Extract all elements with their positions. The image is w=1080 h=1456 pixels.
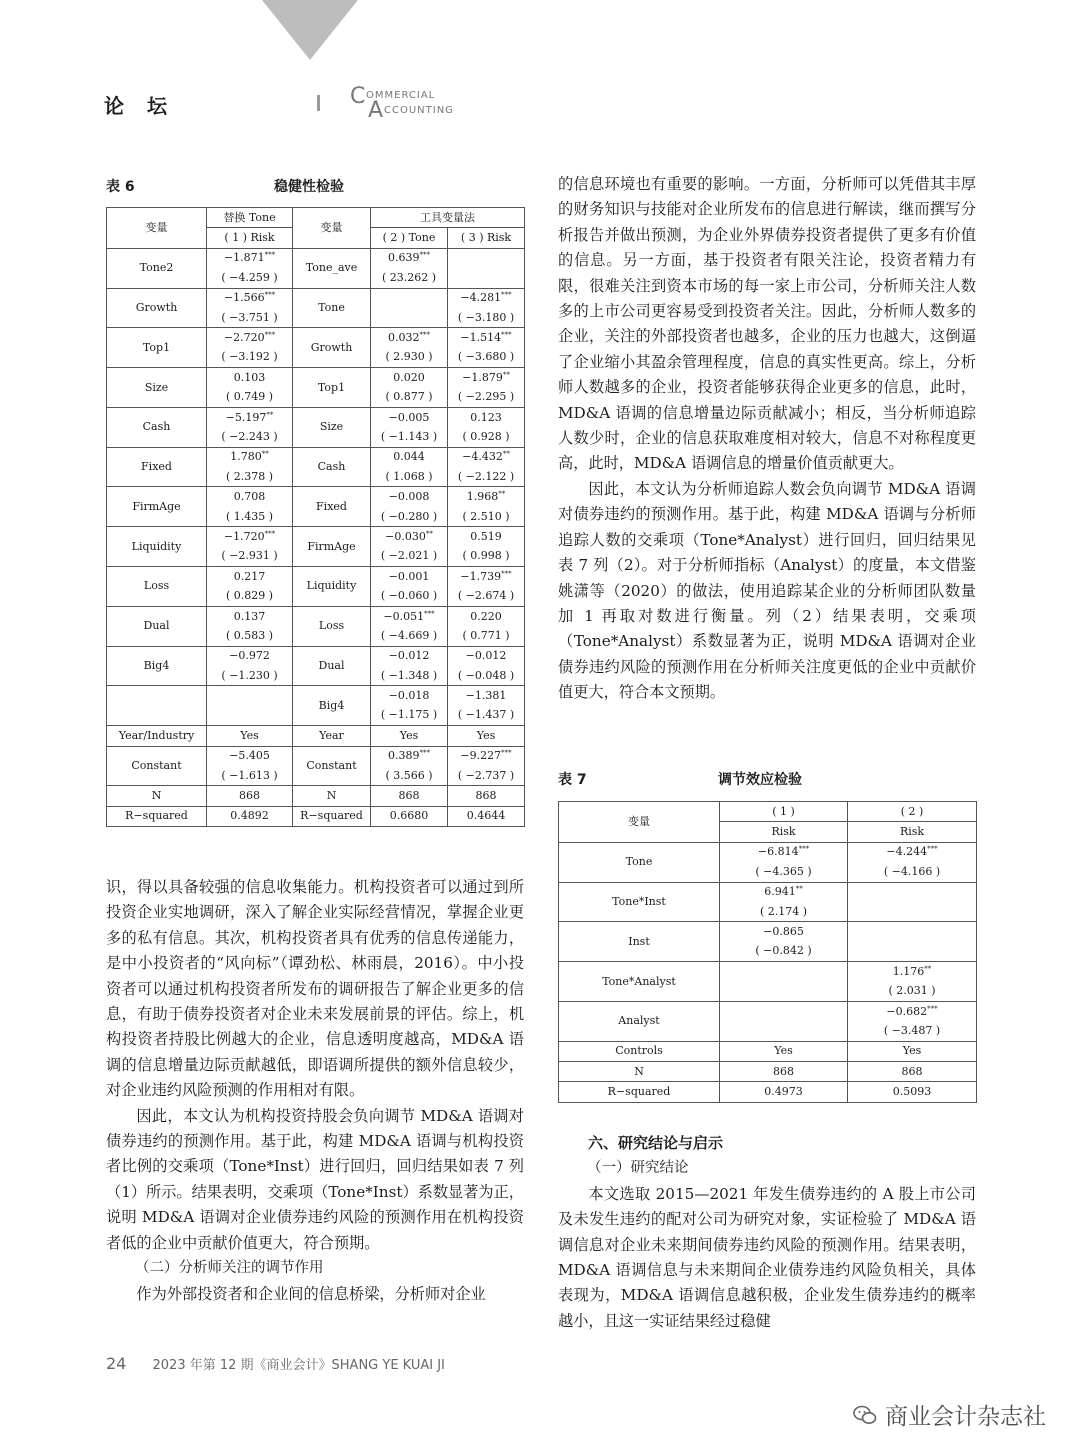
table6-col1-coef-value: 0.103 xyxy=(233,370,266,384)
table6-col1-coef-stars: *** xyxy=(264,251,276,260)
table6-col3-coef-value: −1.381 xyxy=(465,689,507,703)
table6-row xyxy=(107,646,525,666)
table6-col2-coef-value: −0.008 xyxy=(388,490,430,504)
table6-col2-coef xyxy=(371,328,448,348)
table6-left-var: Cash xyxy=(107,407,207,447)
table6-col3-coef-value: 0.519 xyxy=(470,529,502,543)
table6-row xyxy=(107,686,525,706)
table6-const-t2: ( 3.566 ) xyxy=(371,766,448,786)
table7-n-1: 868 xyxy=(720,1062,848,1082)
table7-var: Analyst xyxy=(559,1001,720,1041)
table6-col2-tstat: ( −4.669 ) xyxy=(371,626,448,646)
table7-col1-coef-stars: *** xyxy=(798,845,810,854)
table7-col1-coef xyxy=(720,922,848,942)
table6-year-row xyxy=(107,726,525,746)
table6-col2-tstat: ( −1.143 ) xyxy=(371,427,448,447)
table6-r2-3: 0.4644 xyxy=(448,806,525,826)
table6-col3-coef-value: −4.432 xyxy=(462,450,503,464)
table6-col2-tstat: ( −1.348 ) xyxy=(371,666,448,686)
table6-col1-coef xyxy=(207,407,293,427)
table6-const-t3: ( −2.737 ) xyxy=(448,766,525,786)
table7-col2-tstat xyxy=(848,942,977,962)
table7-col2-coef-stars: *** xyxy=(927,1004,938,1013)
table6-header-row xyxy=(107,208,525,228)
table7-controls-2: Yes xyxy=(848,1041,977,1061)
table6-left-var: Loss xyxy=(107,567,207,607)
table6-col1-coef xyxy=(207,368,293,388)
table6-col1-tstat: ( 0.829 ) xyxy=(207,586,293,606)
table7-n-2: 868 xyxy=(848,1062,977,1082)
table6-constant-row xyxy=(107,746,525,766)
table6-col2-coef-value: −0.005 xyxy=(388,410,430,424)
table7-row xyxy=(559,962,977,982)
table6-row xyxy=(107,487,525,507)
table6-col3-coef xyxy=(448,646,525,666)
table7-col2-coef-value: −4.244 xyxy=(886,845,928,859)
table6-row xyxy=(107,368,525,388)
table6-col1-tstat: ( 1.435 ) xyxy=(207,507,293,527)
table6-const-c3 xyxy=(448,746,525,766)
table6-col3-coef xyxy=(448,248,525,268)
table6-col3-tstat: ( 0.928 ) xyxy=(448,427,525,447)
header-divider xyxy=(317,95,320,111)
table6-col1-coef xyxy=(207,527,293,547)
table6-col3-tstat: ( 0.998 ) xyxy=(448,547,525,567)
table6-const-label-right: Constant xyxy=(293,746,371,786)
table7-col1-coef xyxy=(720,882,848,902)
table7-controls-row xyxy=(559,1041,977,1061)
table6-var-header: 变量 xyxy=(107,208,207,249)
table6-col3-coef-value: −1.879 xyxy=(462,370,503,384)
table6-col3-tstat: ( −2.122 ) xyxy=(448,467,525,487)
table7-r2-1: 0.4973 xyxy=(720,1082,848,1102)
table6-col3-tstat: ( −1.437 ) xyxy=(448,706,525,726)
table6-col2-tstat: ( 1.068 ) xyxy=(371,467,448,487)
section-heading-conclusion: 六、研究结论与启示 xyxy=(588,1134,724,1152)
table6-col1-coef-value: −1.871 xyxy=(223,251,265,265)
table6-iv-header: 工具变量法 xyxy=(371,208,525,228)
table7-col2-tstat: ( −4.166 ) xyxy=(848,862,977,882)
table6-n3: 868 xyxy=(448,786,525,806)
table6-col1-coef-stars: *** xyxy=(264,291,276,300)
table7-col1-coef xyxy=(720,842,848,862)
table7-col2-risk: Risk xyxy=(848,822,977,842)
table6-col1-tstat: ( 0.749 ) xyxy=(207,388,293,408)
table6-col2-coef xyxy=(371,646,448,666)
table6-col1-tstat: ( −4.259 ) xyxy=(207,268,293,288)
table6-col1-coef-value: −1.566 xyxy=(223,291,265,305)
table7-var: Tone*Inst xyxy=(559,882,720,922)
table6-col3-coef-stars: ** xyxy=(502,370,510,379)
table6-col2-coef xyxy=(371,407,448,427)
table7-col1-coef-value: −0.865 xyxy=(763,925,804,939)
table7-moderation xyxy=(558,801,977,1103)
table6-col3-coef-value: 1.968 xyxy=(466,490,499,504)
table6-col1-coef-value: −1.720 xyxy=(223,529,265,543)
table7-col1-coef-value: −6.814 xyxy=(757,845,799,859)
table6-col1-coef xyxy=(207,487,293,507)
table7-col2-tstat: ( −3.487 ) xyxy=(848,1021,977,1041)
table6-col3-tstat: ( 0.771 ) xyxy=(448,626,525,646)
table6-col2-tstat: ( −2.021 ) xyxy=(371,547,448,567)
table7-col2-tstat xyxy=(848,902,977,922)
table6-col2-coef xyxy=(371,288,448,308)
table6-col2-coef xyxy=(371,248,448,268)
table6-const-label: Constant xyxy=(107,746,207,786)
table6-col2-coef-value: 0.639 xyxy=(388,251,420,265)
table6-col1-coef-stars: *** xyxy=(264,529,276,538)
table6-year-c2: Yes xyxy=(371,726,448,746)
table6-col2-tstat: ( −1.175 ) xyxy=(371,706,448,726)
table6-col3-coef-value: 0.123 xyxy=(470,410,502,424)
left-column-text xyxy=(106,875,524,1307)
table6-col1-coef-value: −2.720 xyxy=(223,331,265,345)
table6-right-var: Growth xyxy=(293,328,371,368)
table6-col2-coef xyxy=(371,447,448,467)
logo-letter-c: C xyxy=(350,84,366,109)
table6-col2-tstat: ( 0.877 ) xyxy=(371,388,448,408)
table6-col3-coef xyxy=(448,606,525,626)
table7-controls-1: Yes xyxy=(720,1041,848,1061)
table6-n-row xyxy=(107,786,525,806)
table6-row xyxy=(107,288,525,308)
right-column-text-top xyxy=(558,172,976,706)
table7-col2-header: ( 2 ) xyxy=(848,802,977,822)
table6-col2-coef xyxy=(371,686,448,706)
table6-title: 稳健性检验 xyxy=(274,179,344,195)
table6-col2-tstat: ( −0.060 ) xyxy=(371,586,448,606)
table6-left-var: Tone2 xyxy=(107,248,207,288)
table6-replace-header: 替换 Tone xyxy=(207,208,293,228)
table6-const-c3-stars: *** xyxy=(501,749,512,758)
watermark-text: 商业会计杂志社 xyxy=(885,1404,1046,1430)
table6-yi-label: Year/Industry xyxy=(107,726,207,746)
paragraph-right-2: 因此，本文认为分析师追踪人数会负向调节 MD&A 语调对债券违约的预测作用。基于此，构建 MD&A 语调与分析师追踪人数的交乘项（Tone*Analyst）进行回归，回归结果见表 7 列（2）。对于分析师指标（Analyst）的度量，本文借鉴姚潇等（2020）的做法，使用追踪某企业的分析师团队数量加 1 再取对数进行衡量。列（2）结果表明，交乘项（Tone*Analyst）系数显著为正，说明 MD&A 语调对企业债券违约风险的预测作用在分析师关注度更低的企业中贡献价值更大，符合本文预期。 xyxy=(558,479,976,702)
table6-left-var: Size xyxy=(107,368,207,408)
table7-row xyxy=(559,842,977,862)
table6-yi-val: Yes xyxy=(207,726,293,746)
table6-r2-row xyxy=(107,806,525,826)
table6-col3-coef xyxy=(448,407,525,427)
table6-col1-coef-value: 0.217 xyxy=(233,569,266,583)
table6-col2-coef-value: −0.030 xyxy=(385,529,426,543)
table6-col1-coef-stars: ** xyxy=(266,410,274,419)
table6-col3-tstat: ( −3.680 ) xyxy=(448,348,525,368)
table6-col1-coef-value: 0.137 xyxy=(233,609,266,623)
header-decoration-triangle xyxy=(262,0,358,60)
table6-col3-tstat: ( −0.048 ) xyxy=(448,666,525,686)
table7-row xyxy=(559,1001,977,1021)
table6-col1-tstat: ( −2.243 ) xyxy=(207,427,293,447)
table6-body xyxy=(107,208,525,827)
table6-const-c1 xyxy=(207,746,293,766)
table7-col2-coef-stars: ** xyxy=(924,964,932,973)
page-number: 24 xyxy=(106,1354,127,1373)
table6-const-c1-value: −5.405 xyxy=(229,749,270,763)
table6-col1-tstat: ( 2.378 ) xyxy=(207,467,293,487)
table6-col2-header: ( 2 ) Tone xyxy=(371,228,448,248)
table7-n-label: N xyxy=(559,1062,720,1082)
table6-const-c3-value: −9.227 xyxy=(460,749,502,763)
table6-col3-coef-value: −1.514 xyxy=(460,331,502,345)
table6-left-var xyxy=(107,686,207,726)
table6-col2-coef-value: 0.044 xyxy=(393,450,425,464)
table6-col2-coef-stars: *** xyxy=(424,609,435,618)
table7-col2-coef xyxy=(848,962,977,982)
table6-row xyxy=(107,407,525,427)
table7-col2-coef xyxy=(848,1001,977,1021)
table6-col2-tstat: ( 2.930 ) xyxy=(371,348,448,368)
table7-col1-tstat: ( 2.174 ) xyxy=(720,902,848,922)
table6-col2-tstat: ( 23.262 ) xyxy=(371,268,448,288)
table6-right-var: Big4 xyxy=(293,686,371,726)
table6-year-label: Year xyxy=(293,726,371,746)
table7-col1-tstat xyxy=(720,982,848,1002)
table7-header-row xyxy=(559,802,977,822)
table6-col3-tstat: ( −2.674 ) xyxy=(448,586,525,606)
table6-col3-tstat: ( −3.180 ) xyxy=(448,308,525,328)
table7-col1-tstat: ( −0.842 ) xyxy=(720,942,848,962)
table6-right-var: Tone_ave xyxy=(293,248,371,288)
table6-left-var: Liquidity xyxy=(107,527,207,567)
table7-r2-label: R−squared xyxy=(559,1082,720,1102)
table7-col1-tstat: ( −4.365 ) xyxy=(720,862,848,882)
table6-left-var: Dual xyxy=(107,606,207,646)
table6-row xyxy=(107,527,525,547)
table6-const-c2 xyxy=(371,746,448,766)
table6-col2-coef xyxy=(371,487,448,507)
table6-col1-coef-stars: *** xyxy=(264,331,276,340)
table6-right-var: Top1 xyxy=(293,368,371,408)
table6-left-var: Fixed xyxy=(107,447,207,487)
table6-year-c3: Yes xyxy=(448,726,525,746)
table7-var: Tone xyxy=(559,842,720,882)
table6-col3-coef xyxy=(448,368,525,388)
table6-col1-coef xyxy=(207,686,293,706)
table6-right-var: Tone xyxy=(293,288,371,328)
table7-title: 调节效应检验 xyxy=(718,772,802,788)
watermark xyxy=(853,1398,1046,1431)
table6-col3-coef xyxy=(448,527,525,547)
table6-r2-label-right: R−squared xyxy=(293,806,371,826)
paragraph-right-3: 本文选取 2015—2021 年发生债券违约的 A 股上市公司及未发生违约的配对公司为研究对象，实证检验了 MD&A 语调信息对企业未来期间债券违约风险的预测作用。结果表明，MD&A 语调信息与未来期间企业债券违约风险负相关，具体表现为，MD&A 语调信息越积极，企业发生债券违约的概率越小，且这一实证结果经过稳健 xyxy=(558,1184,976,1330)
table7-var: Inst xyxy=(559,922,720,962)
table7-row xyxy=(559,882,977,902)
table6-row xyxy=(107,447,525,467)
table6-col1-tstat: ( −3.192 ) xyxy=(207,348,293,368)
table6-col1-coef-value: −5.197 xyxy=(225,410,267,424)
table6-r2-label: R−squared xyxy=(107,806,207,826)
table7-var-header: 变量 xyxy=(559,802,720,843)
table6-row xyxy=(107,606,525,626)
subheading-analyst: （二）分析师关注的调节作用 xyxy=(135,1260,324,1277)
table7-col1-header: ( 1 ) xyxy=(720,802,848,822)
table7-col1-tstat xyxy=(720,1021,848,1041)
table6-col3-header: ( 3 ) Risk xyxy=(448,228,525,248)
table7-col1-coef-stars: ** xyxy=(795,885,803,894)
table6-col3-coef xyxy=(448,328,525,348)
table6-col2-coef xyxy=(371,606,448,626)
table6-r2-1: 0.4892 xyxy=(207,806,293,826)
table6-col2-coef-value: −0.012 xyxy=(388,649,430,663)
table6-n-label: N xyxy=(107,786,207,806)
table7-col2-coef-stars: *** xyxy=(927,845,938,854)
table6-col3-coef-value: 0.220 xyxy=(470,609,502,623)
table6-col3-coef xyxy=(448,288,525,308)
table7-body xyxy=(559,802,977,1103)
table6-right-var: Cash xyxy=(293,447,371,487)
table6-col2-coef xyxy=(371,567,448,587)
table6-col3-coef-stars: *** xyxy=(501,569,512,578)
table6-col1-tstat: ( −3.751 ) xyxy=(207,308,293,328)
table6-col3-coef xyxy=(448,567,525,587)
table6-col2-coef xyxy=(371,368,448,388)
table6-col1-tstat xyxy=(207,706,293,726)
paragraph-left-2: 因此，本文认为机构投资持股会负向调节 MD&A 语调对债券违约的预测作用。基于此，构建 MD&A 语调与机构投资者比例的交乘项（Tone*Inst）进行回归，回归结果如表 7 列（1）所示。结果表明，交乘项（Tone*Inst）系数显著为正，说明 MD&A 语调对企业债券违约风险的预测作用在机构投资者低的企业中贡献价值更大，符合预期。 xyxy=(106,1106,524,1252)
table6-col3-tstat: ( 2.510 ) xyxy=(448,507,525,527)
table6-left-var: Top1 xyxy=(107,328,207,368)
paragraph-right-1: 的信息环境也有重要的影响。一方面，分析师可以凭借其丰厚的财务知识与技能对企业所发布的信息进行解读，继而撰写分析报告并做出预测，为企业外界债券投资者提供了更多有价值的信息。另一方面，基于投资者有限关注论，投资者精力有限，很难关注到资本市场的每一家上市公司，分析师关注人数多的上市公司更容易受到投资者关注。因此，分析师人数多的企业，关注的外部投资者也越多，企业的压力也越大，这倒逼了企业缩小其盈余管理程度，信息的真实性更高。综上，分析师人数越多的企业，投资者能够获得企业更多的信息，此时，MD&A 语调的信息增量边际贡献减小；相反，当分析师追踪人数少时，企业的信息获取难度相对较大，信息不对称程度更高，此时，MD&A 语调信息的增量价值贡献更大。 xyxy=(558,175,976,473)
subheading-conclusion: （一）研究结论 xyxy=(587,1160,689,1177)
table6-col3-coef xyxy=(448,447,525,467)
logo-line-1: OMMERCIAL xyxy=(366,90,436,101)
table6-col1-coef xyxy=(207,447,293,467)
table6-const-t1: ( −1.613 ) xyxy=(207,766,293,786)
table7-col1-risk: Risk xyxy=(720,822,848,842)
table7-r2-2: 0.5093 xyxy=(848,1082,977,1102)
table6-col3-coef-value: −1.739 xyxy=(460,569,502,583)
logo-letter-a: A xyxy=(368,98,384,123)
table6-const-c2-value: 0.389 xyxy=(388,749,420,763)
table6-col2-tstat: ( −0.280 ) xyxy=(371,507,448,527)
table6-n-label-right: N xyxy=(293,786,371,806)
table6-col3-coef-stars: ** xyxy=(502,450,510,459)
table7-col1-coef-value: 6.941 xyxy=(764,885,796,899)
table6-col1-coef xyxy=(207,328,293,348)
wechat-icon xyxy=(853,1403,877,1427)
table6-left-var: FirmAge xyxy=(107,487,207,527)
table6-r2-2: 0.6680 xyxy=(371,806,448,826)
table6-col1-tstat: ( 0.583 ) xyxy=(207,626,293,646)
table6-col1-coef xyxy=(207,567,293,587)
table6-col3-tstat: ( −2.295 ) xyxy=(448,388,525,408)
table6-n2: 868 xyxy=(371,786,448,806)
table6-right-var: Loss xyxy=(293,606,371,646)
table6-col1-tstat: ( −1.230 ) xyxy=(207,666,293,686)
table6-col1-coef xyxy=(207,248,293,268)
table6-col2-coef xyxy=(371,527,448,547)
table6-col1-coef-value: 0.708 xyxy=(233,490,266,504)
table7-n-row xyxy=(559,1062,977,1082)
logo-line-2: CCOUNTING xyxy=(384,105,454,116)
table6-right-var: Size xyxy=(293,407,371,447)
table7-col2-tstat: ( 2.031 ) xyxy=(848,982,977,1002)
table6-col2-coef-value: 0.020 xyxy=(393,370,425,384)
table6-col2-coef-value: −0.051 xyxy=(383,609,425,623)
table6-col2-tstat xyxy=(371,308,448,328)
table6-row xyxy=(107,248,525,268)
table7-controls-label: Controls xyxy=(559,1041,720,1061)
section-title: 论 坛 xyxy=(104,94,175,118)
table6-var-header-right: 变量 xyxy=(293,208,371,249)
table6-col2-coef-stars: *** xyxy=(419,331,430,340)
table6-col1-coef xyxy=(207,646,293,666)
table6-label: 表 6 xyxy=(106,179,135,195)
table6-col1-coef-value: 1.780 xyxy=(230,450,262,464)
table6-col2-coef-value: −0.018 xyxy=(388,689,430,703)
table6-col1-coef xyxy=(207,288,293,308)
paragraph-left-3: 作为外部投资者和企业间的信息桥梁，分析师对企业 xyxy=(136,1284,486,1303)
table7-col2-coef xyxy=(848,922,977,942)
table6-col2-coef-value: −0.001 xyxy=(388,569,430,583)
table6-left-var: Big4 xyxy=(107,646,207,686)
table6-col1-coef xyxy=(207,606,293,626)
table6-left-var: Growth xyxy=(107,288,207,328)
table6-col3-coef-stars: ** xyxy=(498,490,506,499)
table6-n1: 868 xyxy=(207,786,293,806)
table6-const-c2-stars: *** xyxy=(419,749,430,758)
table7-r2-row xyxy=(559,1082,977,1102)
right-column-text-bottom xyxy=(558,1131,976,1334)
table6-robustness xyxy=(106,207,525,827)
table6-right-var: FirmAge xyxy=(293,527,371,567)
table6-right-var: Liquidity xyxy=(293,567,371,607)
table7-var: Tone*Analyst xyxy=(559,962,720,1002)
table6-col3-coef-stars: *** xyxy=(501,291,512,300)
paragraph-left-1: 识，得以具备较强的信息收集能力。机构投资者可以通过到所投资企业实地调研，深入了解企业实际经营情况，掌握企业更多的私有信息。其次，机构投资者具有优秀的信息传递能力，是中小投资者的“风向标”（谭劲松、林雨晨，2016）。中小投资者可以通过机构投资者所发布的调研报告了解企业更多的信息，有助于债券投资者对企业未来发展前景的评估。综上，机构投资者持股比例越大的企业，信息透明度越高，MD&A 语调的信息增量边际贡献越低，即语调所提供的额外信息较少，对企业违约风险预测的作用相对有限。 xyxy=(106,878,524,1100)
table6-col2-coef-value: 0.032 xyxy=(388,331,420,345)
table7-col2-coef xyxy=(848,882,977,902)
table6-row xyxy=(107,328,525,348)
table6-col3-coef-value: −0.012 xyxy=(465,649,507,663)
table7-col2-coef-value: −0.682 xyxy=(886,1004,928,1018)
table6-col1-header: ( 1 ) Risk xyxy=(207,228,293,248)
table6-right-var: Dual xyxy=(293,646,371,686)
table7-col1-coef xyxy=(720,962,848,982)
table6-col3-coef-value: −4.281 xyxy=(460,291,502,305)
table6-col1-coef-value: −0.972 xyxy=(229,649,270,663)
footer-journal: 2023 年第 12 期《商业会计》SHANG YE KUAI JI xyxy=(152,1358,445,1373)
page-footer xyxy=(106,1354,445,1373)
table6-col3-coef-stars: *** xyxy=(501,331,512,340)
table6-col3-coef xyxy=(448,487,525,507)
table6-col1-coef-stars: ** xyxy=(261,450,269,459)
table7-col2-coef xyxy=(848,842,977,862)
table6-col3-coef xyxy=(448,686,525,706)
table6-right-var: Fixed xyxy=(293,487,371,527)
table6-row xyxy=(107,567,525,587)
table6-col2-coef-stars: ** xyxy=(425,529,433,538)
table7-col1-coef xyxy=(720,1001,848,1021)
table7-label: 表 7 xyxy=(558,772,587,788)
table6-col1-tstat: ( −2.931 ) xyxy=(207,547,293,567)
table7-row xyxy=(559,922,977,942)
table7-col2-coef-value: 1.176 xyxy=(892,964,925,978)
table6-col2-coef-stars: *** xyxy=(419,251,430,260)
table6-col3-tstat xyxy=(448,268,525,288)
